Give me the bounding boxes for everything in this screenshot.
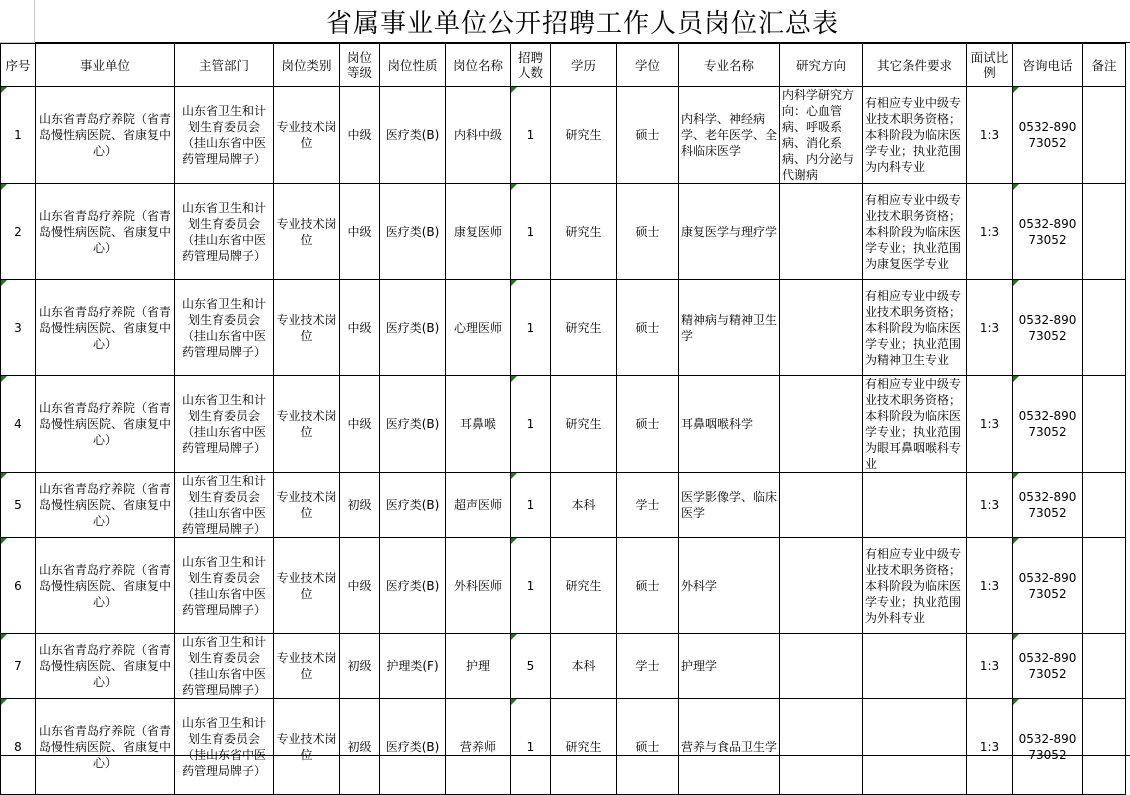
cell-phone: 0532-89073052 xyxy=(1013,699,1083,795)
table-row xyxy=(1,538,1126,634)
header-count: 招聘人数 xyxy=(511,44,551,87)
cell-unit: 山东省青岛疗养院（省青岛慢性病医院、省康复中心） xyxy=(36,699,175,795)
cell-count: 1 xyxy=(511,184,551,280)
cell-post: 内科中级 xyxy=(446,87,511,184)
corner-cell xyxy=(0,0,35,43)
cell-category: 专业技术岗位 xyxy=(274,538,340,634)
header-degree: 学位 xyxy=(617,44,679,87)
cell-seq: 6 xyxy=(1,538,36,634)
table-row xyxy=(1,473,1126,538)
cell-phone: 0532-89073052 xyxy=(1013,538,1083,634)
cell-degree: 硕士 xyxy=(617,280,679,376)
cell-category: 专业技术岗位 xyxy=(274,280,340,376)
table-body xyxy=(1,87,1126,795)
cell-level: 初级 xyxy=(340,473,380,538)
cell-dept: 山东省卫生和计划生育委员会（挂山东省中医药管理局牌子） xyxy=(175,184,274,280)
header-major: 专业名称 xyxy=(679,44,780,87)
cell-edu: 研究生 xyxy=(551,280,617,376)
cell-degree: 硕士 xyxy=(617,699,679,795)
cell-nature: 医疗类(B) xyxy=(380,184,446,280)
cell-nature: 医疗类(B) xyxy=(380,376,446,473)
cell-unit: 山东省青岛疗养院（省青岛慢性病医院、省康复中心） xyxy=(36,473,175,538)
header-row xyxy=(1,44,1126,87)
header-other: 其它条件要求 xyxy=(863,44,967,87)
cell-edu: 研究生 xyxy=(551,87,617,184)
cell-remark xyxy=(1083,87,1126,184)
cell-dept: 山东省卫生和计划生育委员会（挂山东省中医药管理局牌子） xyxy=(175,87,274,184)
cell-level: 中级 xyxy=(340,184,380,280)
cell-level: 初级 xyxy=(340,634,380,699)
cell-unit: 山东省青岛疗养院（省青岛慢性病医院、省康复中心） xyxy=(36,376,175,473)
table-row xyxy=(1,87,1126,184)
header-remark: 备注 xyxy=(1083,44,1126,87)
cell-post: 康复医师 xyxy=(446,184,511,280)
cell-count: 1 xyxy=(511,280,551,376)
cell-degree: 硕士 xyxy=(617,87,679,184)
cell-degree: 学士 xyxy=(617,473,679,538)
cell-count: 1 xyxy=(511,376,551,473)
cell-phone: 0532-89073052 xyxy=(1013,184,1083,280)
cell-degree: 硕士 xyxy=(617,538,679,634)
cell-level: 初级 xyxy=(340,699,380,795)
cell-edu: 研究生 xyxy=(551,699,617,795)
cell-phone: 0532-89073052 xyxy=(1013,473,1083,538)
cell-post: 心理医师 xyxy=(446,280,511,376)
cell-seq: 5 xyxy=(1,473,36,538)
cell-unit: 山东省青岛疗养院（省青岛慢性病医院、省康复中心） xyxy=(36,184,175,280)
cell-category: 专业技术岗位 xyxy=(274,87,340,184)
cell-other xyxy=(863,473,967,538)
cell-edu: 研究生 xyxy=(551,538,617,634)
cell-research xyxy=(780,699,863,795)
cell-remark xyxy=(1083,184,1126,280)
cell-research xyxy=(780,280,863,376)
cell-remark xyxy=(1083,376,1126,473)
cell-category: 专业技术岗位 xyxy=(274,184,340,280)
header-post: 岗位名称 xyxy=(446,44,511,87)
cell-edu: 研究生 xyxy=(551,184,617,280)
header-nature: 岗位性质 xyxy=(380,44,446,87)
table-row xyxy=(1,376,1126,473)
header-edu: 学历 xyxy=(551,44,617,87)
cell-ratio: 1:3 xyxy=(967,184,1013,280)
cell-other: 有相应专业中级专业技术职务资格；本科阶段为临床医学专业；执业范围为外科专业 xyxy=(863,538,967,634)
cell-count: 1 xyxy=(511,473,551,538)
cell-remark xyxy=(1083,473,1126,538)
cell-major: 康复医学与理疗学 xyxy=(679,184,780,280)
cell-major: 营养与食品卫生学 xyxy=(679,699,780,795)
page-title: 省属事业单位公开招聘工作人员岗位汇总表 xyxy=(35,0,1130,43)
table-row xyxy=(1,280,1126,376)
cell-dept: 山东省卫生和计划生育委员会（挂山东省中医药管理局牌子） xyxy=(175,634,274,699)
cell-major: 护理学 xyxy=(679,634,780,699)
cell-edu: 本科 xyxy=(551,473,617,538)
cell-dept: 山东省卫生和计划生育委员会（挂山东省中医药管理局牌子） xyxy=(175,538,274,634)
cell-seq: 7 xyxy=(1,634,36,699)
table-row xyxy=(1,634,1126,699)
cell-post: 耳鼻喉 xyxy=(446,376,511,473)
cell-category: 专业技术岗位 xyxy=(274,634,340,699)
cell-ratio: 1:3 xyxy=(967,280,1013,376)
cell-ratio: 1:3 xyxy=(967,538,1013,634)
positions-table xyxy=(0,43,1126,795)
cell-post: 护理 xyxy=(446,634,511,699)
cell-nature: 医疗类(B) xyxy=(380,87,446,184)
cell-other xyxy=(863,699,967,795)
cell-seq: 3 xyxy=(1,280,36,376)
header-unit: 事业单位 xyxy=(36,44,175,87)
cell-post: 营养师 xyxy=(446,699,511,795)
cell-phone: 0532-89073052 xyxy=(1013,280,1083,376)
cell-phone: 0532-89073052 xyxy=(1013,634,1083,699)
cell-research xyxy=(780,184,863,280)
cell-edu: 研究生 xyxy=(551,376,617,473)
title-band xyxy=(0,0,1130,43)
cell-ratio: 1:3 xyxy=(967,376,1013,473)
cell-level: 中级 xyxy=(340,376,380,473)
cell-level: 中级 xyxy=(340,280,380,376)
cell-seq: 2 xyxy=(1,184,36,280)
header-ratio: 面试比例 xyxy=(967,44,1013,87)
cell-research: 内科学研究方向：心血管病、呼吸系病、消化系病、内分泌与代谢病 xyxy=(780,87,863,184)
cell-other: 有相应专业中级专业技术职务资格；本科阶段为临床医学专业；执业范围为眼耳鼻咽喉科专业 xyxy=(863,376,967,473)
cell-count: 1 xyxy=(511,87,551,184)
cell-other: 有相应专业中级专业技术职务资格；本科阶段为临床医学专业；执业范围为康复医学专业 xyxy=(863,184,967,280)
cell-degree: 学士 xyxy=(617,634,679,699)
header-phone: 咨询电话 xyxy=(1013,44,1083,87)
cell-category: 专业技术岗位 xyxy=(274,699,340,795)
cell-dept: 山东省卫生和计划生育委员会（挂山东省中医药管理局牌子） xyxy=(175,376,274,473)
cell-other xyxy=(863,634,967,699)
cell-major: 耳鼻咽喉科学 xyxy=(679,376,780,473)
cell-dept: 山东省卫生和计划生育委员会（挂山东省中医药管理局牌子） xyxy=(175,699,274,795)
cell-major: 医学影像学、临床医学 xyxy=(679,473,780,538)
header-seq: 序号 xyxy=(1,44,36,87)
cell-seq: 4 xyxy=(1,376,36,473)
cell-remark xyxy=(1083,538,1126,634)
header-research: 研究方向 xyxy=(780,44,863,87)
cell-remark xyxy=(1083,634,1126,699)
cell-nature: 医疗类(B) xyxy=(380,473,446,538)
cell-degree: 硕士 xyxy=(617,184,679,280)
cell-other: 有相应专业中级专业技术职务资格；本科阶段为临床医学专业；执业范围为精神卫生专业 xyxy=(863,280,967,376)
cell-nature: 医疗类(B) xyxy=(380,280,446,376)
cell-edu: 本科 xyxy=(551,634,617,699)
cell-ratio: 1:3 xyxy=(967,634,1013,699)
cell-unit: 山东省青岛疗养院（省青岛慢性病医院、省康复中心） xyxy=(36,634,175,699)
cell-research xyxy=(780,376,863,473)
cell-category: 专业技术岗位 xyxy=(274,473,340,538)
cell-nature: 护理类(F) xyxy=(380,634,446,699)
cell-post: 超声医师 xyxy=(446,473,511,538)
cell-nature: 医疗类(B) xyxy=(380,699,446,795)
cell-remark xyxy=(1083,280,1126,376)
cell-category: 专业技术岗位 xyxy=(274,376,340,473)
header-category: 岗位类别 xyxy=(274,44,340,87)
cell-unit: 山东省青岛疗养院（省青岛慢性病医院、省康复中心） xyxy=(36,280,175,376)
table-row xyxy=(1,184,1126,280)
cell-remark xyxy=(1083,699,1126,795)
cell-count: 1 xyxy=(511,538,551,634)
cell-level: 中级 xyxy=(340,87,380,184)
cell-unit: 山东省青岛疗养院（省青岛慢性病医院、省康复中心） xyxy=(36,538,175,634)
cell-phone: 0532-89073052 xyxy=(1013,376,1083,473)
cell-ratio: 1:3 xyxy=(967,87,1013,184)
cell-dept: 山东省卫生和计划生育委员会（挂山东省中医药管理局牌子） xyxy=(175,473,274,538)
cell-post: 外科医师 xyxy=(446,538,511,634)
cell-level: 中级 xyxy=(340,538,380,634)
cell-major: 外科学 xyxy=(679,538,780,634)
table-row xyxy=(1,699,1126,795)
header-level: 岗位等级 xyxy=(340,44,380,87)
cell-ratio: 1:3 xyxy=(967,473,1013,538)
cell-count: 1 xyxy=(511,699,551,795)
cell-research xyxy=(780,473,863,538)
cell-research xyxy=(780,538,863,634)
header-dept: 主管部门 xyxy=(175,44,274,87)
cell-phone: 0532-89073052 xyxy=(1013,87,1083,184)
cell-major: 内科学、神经病学、老年医学、全科临床医学 xyxy=(679,87,780,184)
cell-nature: 医疗类(B) xyxy=(380,538,446,634)
cell-seq: 8 xyxy=(1,699,36,795)
cell-research xyxy=(780,634,863,699)
cell-major: 精神病与精神卫生学 xyxy=(679,280,780,376)
cell-seq: 1 xyxy=(1,87,36,184)
cell-count: 5 xyxy=(511,634,551,699)
cell-ratio: 1:3 xyxy=(967,699,1013,795)
cell-degree: 硕士 xyxy=(617,376,679,473)
cell-dept: 山东省卫生和计划生育委员会（挂山东省中医药管理局牌子） xyxy=(175,280,274,376)
cell-unit: 山东省青岛疗养院（省青岛慢性病医院、省康复中心） xyxy=(36,87,175,184)
cell-other: 有相应专业中级专业技术职务资格；本科阶段为临床医学专业；执业范围为内科专业 xyxy=(863,87,967,184)
